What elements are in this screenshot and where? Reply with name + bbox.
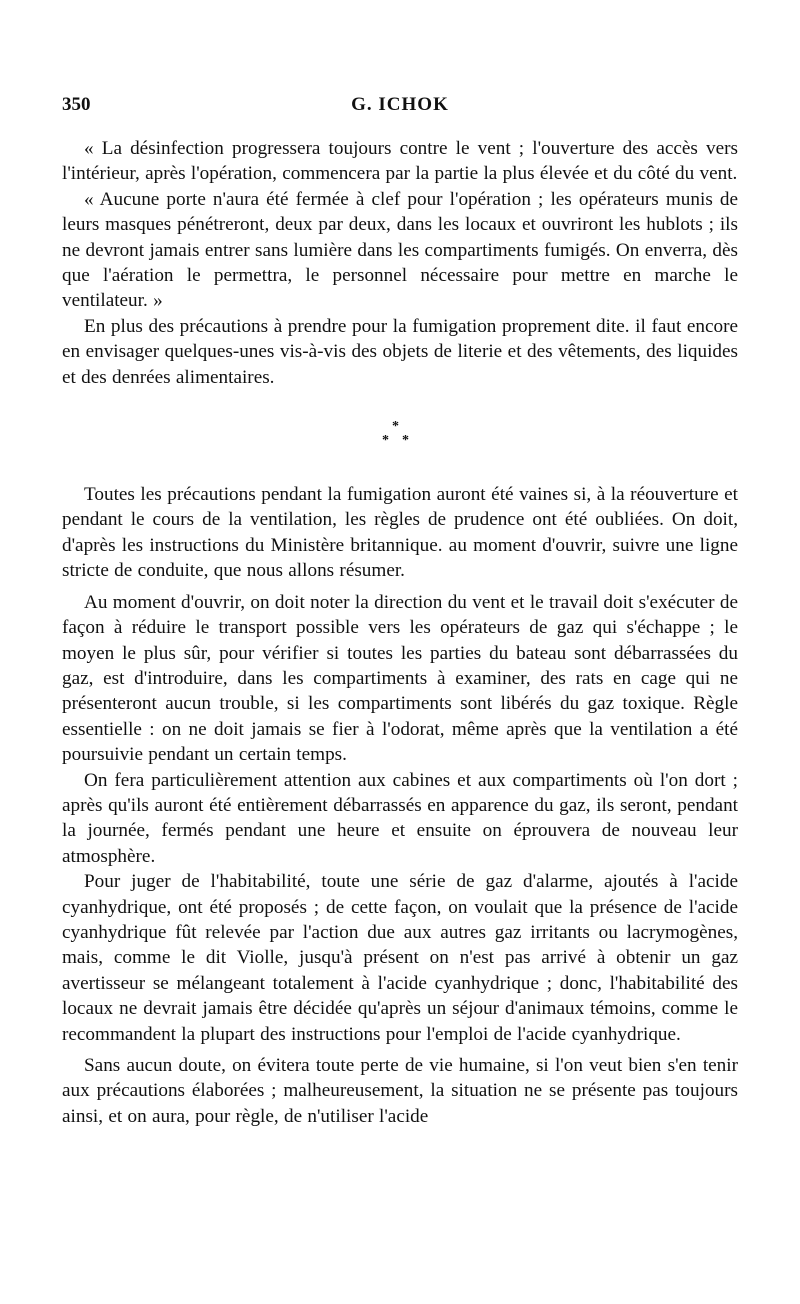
paragraph-quote-1: « La désinfection progressera toujours contre le vent ; l'ouverture des accès vers l'intérieur, après l'opération, commencera par la partie la plus élevée et du côté du vent. bbox=[62, 138, 738, 185]
paragraph-sans-aucun-doute: Sans aucun doute, on évitera toute perte de vie humaine, si l'on veut bien s'en tenir aux précautions élaborées ; malheureusement, la situation ne se présente pas toujours ainsi, et on aura, pour règle, de n'utiliser l'acide bbox=[62, 1055, 738, 1127]
book-page bbox=[62, 94, 738, 1129]
body-text-top bbox=[62, 136, 738, 390]
page-number: 350 bbox=[62, 94, 91, 115]
asterism-star-top: * bbox=[392, 419, 399, 435]
asterism-star-left: * bbox=[382, 433, 389, 449]
paragraph-habitabilite: Pour juger de l'habitabilité, toute une série de gaz d'alarme, ajoutés à l'acide cyanhydrique, ont été proposés ; de cette façon, on voulait que la présence de l'acide cyanhydrique fût relevée par l'action due aux autres gaz irritants ou lacrymogènes, mais, comme le dit Violle, jusqu'à présent on n'est pas arrivé à obtenir un gaz avertisseur se mélangeant totalement à l'acide cyanhydrique ; donc, l'habitabilité des locaux ne devrait jamais être décidée qu'après un séjour d'animaux témoins, comme le recommandent la plupart des instructions pour l'emploi de l'acide cyanhydrique. bbox=[62, 871, 738, 1045]
asterism-star-right: * bbox=[402, 433, 409, 449]
paragraph-precautions: En plus des précautions à prendre pour la fumigation proprement dite. il faut encore en envisager quelques-unes vis-à-vis des objets de literie et des vêtements, des liquides et des denrées alimentaires. bbox=[62, 315, 738, 388]
asterism bbox=[380, 420, 420, 450]
paragraph-cabines: On fera particulièrement attention aux cabines et aux compartiments où l'on dort ; après qu'ils auront été entièrement débarrassés en apparence du gaz, ils seront, pendant la journée, fermés pendant une heure et ensuite on éprouvera de nouveau leur atmosphère. bbox=[62, 769, 738, 867]
body-text-bottom bbox=[62, 482, 738, 1129]
paragraph-quote-2: « Aucune porte n'aura été fermée à clef pour l'opération ; les opérateurs munis de leurs masques pénétreront, deux par deux, dans les locaux et ouvriront les hublots ; ils ne devront jamais entrer sans lumière dans les compartiments fumigés. On enverra, dès que l'aération le permettra, le personnel nécessaire pour mettre en marche le ventilateur. » bbox=[62, 188, 738, 312]
section-break bbox=[62, 390, 738, 482]
paragraph-reopening: Toutes les précautions pendant la fumigation auront été vaines si, à la réouverture et pendant le cours de la ventilation, les règles de prudence ont été oubliées. On doit, d'après les instructions du Ministère britannique. au moment d'ouvrir, suivre une ligne stricte de conduite, que nous allons résumer. bbox=[62, 484, 738, 582]
running-head: G. ICHOK bbox=[351, 94, 449, 115]
paragraph-moment-ouvrir: Au moment d'ouvrir, on doit noter la direction du vent et le travail doit s'exécuter de façon à réduire le transport possible vers les opérateurs de gaz qui s'échappe ; le moyen le plus sûr, pour vérifier si toutes les parties du bateau sont débarrassées du gaz, est d'introduire, dans les compartiments à examiner, des rats en cage qui ne présenteront aucun trouble, si les compartiments sont libérés du gaz toxique. Règle essentielle : on ne doit jamais se fier à l'odorat, même après que la ventilation a été poursuivie pendant un certain temps. bbox=[62, 591, 738, 766]
page-header bbox=[62, 94, 738, 122]
